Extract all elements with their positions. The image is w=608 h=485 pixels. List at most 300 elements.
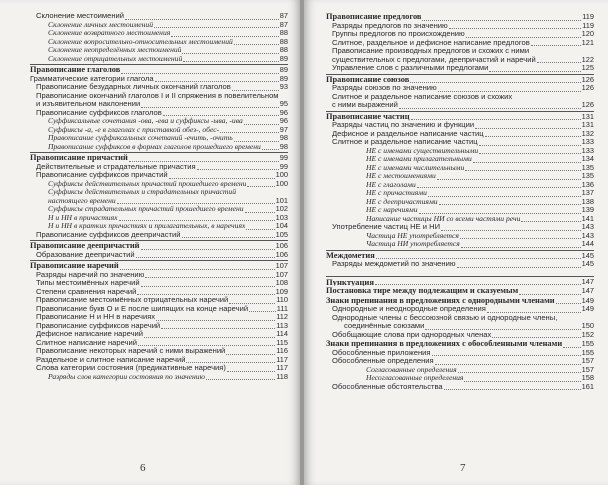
toc-page-number: 147	[581, 276, 594, 286]
toc-page-number: 133	[581, 145, 594, 155]
dot-leader	[155, 81, 279, 82]
toc-entry[interactable]	[30, 38, 288, 47]
toc-entry-title: Суффиксы страдательных причастий прошедшего времени	[48, 205, 244, 213]
toc-page-number: 150	[581, 321, 594, 330]
dot-leader	[465, 170, 580, 171]
dot-leader	[171, 36, 278, 37]
toc-entry[interactable]	[30, 83, 288, 92]
toc-entry-title: Суффиксы -а, -е в глаголах с приставкой обез-, обес-	[48, 125, 220, 134]
toc-page-number: 143	[581, 222, 594, 231]
toc-entry[interactable]	[30, 271, 288, 280]
toc-entry[interactable]	[326, 331, 594, 340]
toc-page-number: 136	[581, 179, 594, 189]
dot-leader	[247, 186, 274, 187]
toc-page-number: 157	[581, 356, 594, 365]
dot-leader	[487, 312, 581, 313]
toc-entry-title: Пунктуация	[326, 277, 375, 286]
toc-entry[interactable]	[30, 163, 288, 172]
toc-entry-title: Правописание союзов	[326, 75, 410, 84]
toc-entry-title: Правописание производных предлогов и схожих с ними	[332, 47, 530, 55]
toc-entry[interactable]	[30, 46, 288, 55]
toc-entry-title: Склонение неопределённых местоимений	[48, 46, 182, 54]
dot-leader	[479, 153, 580, 154]
toc-entry[interactable]	[326, 314, 594, 323]
toc-page-number: 131	[581, 111, 594, 121]
toc-page-number: 96	[279, 116, 288, 125]
toc-entry-title: Употребление частиц НЕ и НИ	[332, 223, 441, 231]
toc-entry-title: Знаки препинания в предложениях с обособленными членами	[326, 340, 563, 348]
toc-page-number: 134	[581, 154, 594, 163]
toc-entry[interactable]	[326, 56, 594, 65]
toc-entry-title: и изъявительном наклонении	[36, 100, 141, 108]
dot-leader	[226, 354, 275, 355]
toc-entry-title: Группы предлогов по происхождению	[332, 30, 465, 38]
toc-entry-title: Однородные и неоднородные определения	[332, 305, 486, 313]
toc-entry[interactable]	[30, 205, 288, 214]
section-rule	[326, 111, 594, 112]
toc-section-heading[interactable]	[30, 154, 288, 163]
toc-entry[interactable]	[30, 214, 288, 223]
toc-page-number: 126	[581, 83, 594, 92]
toc-entry-title: Склонение возвратного местоимения	[48, 29, 171, 37]
toc-page-number: 106	[275, 241, 288, 250]
left-toc	[30, 12, 288, 381]
dot-leader	[183, 61, 279, 62]
dot-leader	[437, 179, 581, 180]
toc-page-number: 110	[276, 295, 288, 304]
toc-entry[interactable]	[30, 364, 288, 373]
dot-leader	[220, 132, 279, 133]
toc-entry[interactable]	[326, 101, 594, 110]
toc-entry-title: Правописание суффиксальных сочетаний -ечить, -очить	[48, 134, 233, 142]
dot-leader	[145, 277, 274, 278]
toc-entry[interactable]	[326, 138, 594, 147]
toc-entry-title: Склонение вопросительно-относительных местоимений	[48, 37, 233, 46]
toc-entry[interactable]	[326, 172, 594, 181]
toc-entry-title: Обобщающие слова при однородных членах	[332, 330, 492, 339]
dot-leader	[154, 27, 279, 28]
toc-page-number: 107	[275, 261, 288, 270]
toc-entry-title: Обособленные определения	[332, 357, 434, 365]
dot-leader	[457, 267, 581, 268]
toc-page-number: 139	[581, 205, 594, 214]
toc-entry[interactable]	[30, 330, 288, 339]
left-page	[0, 0, 300, 485]
toc-page-number: 131	[581, 120, 594, 129]
toc-entry[interactable]	[326, 260, 594, 269]
toc-page-number: 149	[581, 295, 594, 305]
toc-page-number: 147	[581, 286, 594, 295]
toc-page-number: 107	[275, 269, 288, 279]
dot-leader	[197, 169, 279, 170]
toc-entry[interactable]	[30, 231, 288, 240]
toc-entry-title: Разряды союзов по значению	[332, 84, 437, 92]
toc-entry-title: Правописание местоимённых отрицательных наречий	[36, 296, 229, 304]
toc-entry-title: Слитное и раздельное написание союзов и схожих	[332, 92, 513, 101]
toc-page-number: 114	[276, 329, 288, 338]
toc-page-number: 101	[275, 195, 288, 205]
dot-leader	[438, 91, 581, 92]
toc-page-number: 152	[581, 329, 594, 339]
dot-leader	[458, 372, 581, 373]
toc-entry-title: Разряды предлогов по значению	[332, 21, 448, 30]
dot-leader	[441, 230, 581, 231]
toc-page-number: 103	[275, 212, 288, 222]
dot-leader	[120, 269, 275, 270]
toc-entry[interactable]	[326, 240, 594, 249]
toc-entry-title: Грамматические категории глагола	[30, 74, 154, 83]
toc-entry-title: Разряды частиц по значению и функции	[332, 121, 475, 129]
toc-entry[interactable]	[326, 84, 594, 93]
toc-entry[interactable]	[30, 313, 288, 322]
dot-leader	[156, 320, 275, 321]
toc-page-number: 135	[581, 162, 594, 172]
toc-entry[interactable]	[326, 147, 594, 156]
toc-page-number: 141	[581, 213, 594, 223]
dot-leader	[138, 345, 275, 346]
toc-entry-title: Правописание суффиксов наречий	[36, 321, 161, 330]
toc-entry[interactable]	[30, 188, 288, 197]
dot-leader	[262, 149, 279, 150]
right-toc	[326, 12, 594, 391]
toc-entry[interactable]	[30, 100, 288, 109]
toc-section-heading[interactable]	[326, 252, 594, 261]
toc-page-number: 87	[279, 11, 288, 20]
toc-entry-title: Суффиксы действительных причастий прошедшего времени	[48, 179, 247, 188]
dot-leader	[121, 73, 278, 74]
toc-entry-title: Раздельное и слитное написание наречий	[36, 355, 186, 364]
toc-entry-title: Правописание Н и НН в наречиях	[36, 313, 156, 321]
dot-leader	[531, 45, 581, 46]
toc-entry-title: Междометия	[326, 251, 375, 260]
toc-entry[interactable]	[30, 109, 288, 118]
toc-entry[interactable]	[326, 164, 594, 173]
toc-entry-title: Однородные члены с бессоюзной связью и однородные члены,	[332, 313, 558, 322]
dot-leader	[449, 28, 582, 29]
right-page-number: 7	[460, 462, 466, 474]
toc-entry[interactable]	[326, 22, 594, 31]
toc-entry-title: Написание частицы НИ со всеми частями речи	[366, 214, 521, 223]
toc-page-number: 89	[279, 53, 288, 63]
toc-page-number: 116	[276, 346, 288, 355]
toc-entry[interactable]	[326, 39, 594, 48]
dot-leader	[117, 203, 275, 204]
toc-entry-title: Правописание суффиксов причастий	[36, 171, 168, 179]
toc-entry[interactable]	[326, 93, 594, 102]
toc-section-heading[interactable]	[30, 242, 288, 251]
section-rule	[326, 74, 594, 75]
toc-entry-title: с ними выражений	[332, 101, 398, 109]
toc-page-number: 117	[276, 354, 288, 364]
dot-leader	[249, 311, 276, 312]
toc-entry[interactable]	[30, 55, 288, 64]
dot-leader	[417, 187, 581, 188]
toc-entry-title: Правописание окончаний глаголов I и II спряжения в повелительном	[36, 91, 279, 100]
toc-page-number: 149	[581, 304, 594, 313]
dot-leader	[234, 44, 279, 45]
toc-entry-title: Постановка тире между подлежащим и сказуемым	[326, 287, 519, 295]
toc-entry[interactable]	[326, 47, 594, 56]
toc-entry-title: Дефисное и раздельное написание частиц	[332, 129, 484, 138]
toc-page-number: 106	[275, 249, 288, 259]
toc-entry-title: Правописание предлогов	[326, 13, 422, 21]
section-rule	[30, 240, 288, 241]
toc-entry-title: НЕ с наречиями	[366, 206, 418, 214]
toc-page-number: 117	[276, 363, 288, 372]
toc-entry[interactable]	[326, 349, 594, 358]
toc-entry-title: существительных с предлогами, деепричастий и наречий	[332, 55, 536, 64]
toc-entry[interactable]	[326, 121, 594, 130]
toc-page-number: 155	[581, 339, 594, 348]
toc-entry[interactable]	[30, 339, 288, 348]
toc-entry[interactable]	[326, 155, 594, 164]
toc-entry[interactable]	[326, 206, 594, 215]
toc-entry-title: Знаки препинания в предложениях с однородными членами	[326, 296, 555, 305]
toc-entry[interactable]	[30, 305, 288, 314]
toc-entry-title: Правописание суффиксов деепричастий	[36, 230, 181, 239]
toc-entry[interactable]	[326, 189, 594, 198]
toc-entry-title: Обособленные обстоятельства	[332, 382, 443, 391]
toc-entry[interactable]	[30, 356, 288, 365]
toc-entry-title: Слитное и раздельное написание частиц	[332, 138, 478, 146]
toc-entry-title: Согласованные определения	[366, 365, 457, 374]
toc-entry[interactable]	[326, 322, 594, 331]
toc-page-number: 145	[581, 259, 594, 268]
toc-page-number: 113	[276, 320, 288, 330]
toc-entry[interactable]	[30, 322, 288, 331]
dot-leader	[473, 162, 581, 163]
toc-entry-title: Частица НИ употребляется	[366, 240, 460, 248]
toc-entry-title: Правописание букв О и Е после шипящих на конце наречий	[36, 304, 249, 313]
toc-entry-title: Слитное, раздельное и дефисное написание предлогов	[332, 38, 530, 47]
toc-entry[interactable]	[326, 374, 594, 383]
toc-entry[interactable]	[326, 198, 594, 207]
toc-section-heading[interactable]	[326, 297, 594, 306]
toc-section-heading[interactable]	[326, 113, 594, 122]
toc-entry-title: Правописание причастий	[30, 154, 128, 162]
toc-page-number: 145	[581, 250, 594, 260]
toc-entry[interactable]	[326, 366, 594, 375]
toc-page-number: 98	[279, 141, 288, 151]
toc-page-number: 100	[275, 178, 288, 188]
toc-section-heading[interactable]	[30, 66, 288, 75]
toc-page-number: 88	[279, 28, 288, 37]
toc-page-number: 99	[279, 153, 288, 162]
toc-page-number: 126	[581, 74, 594, 84]
section-rule	[326, 276, 594, 277]
toc-entry[interactable]	[30, 92, 288, 101]
toc-entry[interactable]	[326, 215, 594, 224]
dot-leader	[141, 249, 275, 250]
toc-entry[interactable]	[30, 134, 288, 143]
toc-entry[interactable]	[30, 12, 288, 21]
dot-leader	[246, 229, 274, 230]
dot-leader	[232, 90, 279, 91]
toc-page-number: 89	[279, 65, 288, 74]
toc-entry[interactable]	[30, 347, 288, 356]
toc-entry[interactable]	[30, 75, 288, 84]
toc-entry-title: Частица НЕ употребляется	[366, 231, 459, 240]
dot-leader	[435, 364, 581, 365]
toc-entry[interactable]	[30, 29, 288, 38]
dot-leader	[141, 286, 275, 287]
dot-leader	[137, 294, 274, 295]
toc-section-heading[interactable]	[326, 76, 594, 85]
toc-section-heading[interactable]	[326, 13, 594, 22]
toc-entry[interactable]	[326, 357, 594, 366]
toc-page-number: 138	[581, 196, 594, 206]
toc-entry[interactable]	[30, 296, 288, 305]
toc-spacer	[326, 269, 594, 275]
toc-entry[interactable]	[326, 130, 594, 139]
dot-leader	[182, 53, 278, 54]
section-rule	[30, 64, 288, 65]
toc-entry-title: Степени сравнения наречий	[36, 287, 137, 296]
toc-entry-title: НЕ с местоимениями	[366, 172, 436, 180]
dot-leader	[444, 389, 581, 390]
dot-leader	[163, 115, 279, 116]
toc-entry[interactable]	[30, 143, 288, 152]
toc-page-number: 95	[279, 99, 288, 108]
toc-entry-title: Правописание глаголов	[30, 66, 121, 74]
toc-entry-title: Образование деепричастий	[36, 250, 135, 259]
toc-entry[interactable]	[326, 181, 594, 190]
toc-entry-title: Правописание безударных личных окончаний глаголов	[36, 83, 231, 91]
toc-entry-title: Несогласованные определения	[366, 374, 464, 382]
right-page	[304, 0, 608, 485]
toc-page-number: 158	[581, 373, 594, 382]
toc-entry[interactable]	[30, 279, 288, 288]
toc-entry-title: Разряды междометий по значению	[332, 260, 456, 268]
toc-entry[interactable]	[326, 30, 594, 39]
toc-entry-title: Правописание частиц	[326, 112, 410, 121]
toc-entry[interactable]	[326, 64, 594, 73]
toc-entry[interactable]	[30, 171, 288, 180]
toc-entry[interactable]	[30, 21, 288, 30]
toc-page-number: 112	[276, 312, 288, 321]
toc-entry-title: НЕ с глаголами	[366, 180, 416, 189]
toc-page-number: 104	[275, 221, 288, 230]
toc-entry-title: Склонение личных местоимений	[48, 20, 153, 29]
toc-entry[interactable]	[30, 222, 288, 231]
toc-entry[interactable]	[326, 383, 594, 392]
dot-leader	[206, 379, 275, 380]
toc-entry-title: Склонение отрицательных местоимений	[48, 54, 183, 63]
dot-leader	[136, 257, 275, 258]
dot-leader	[479, 145, 581, 146]
toc-section-heading[interactable]	[326, 287, 594, 296]
dot-leader	[144, 337, 275, 338]
dot-leader	[227, 371, 275, 372]
toc-entry-title: настоящего времени	[48, 196, 116, 205]
dot-leader	[439, 204, 581, 205]
toc-section-heading[interactable]	[326, 278, 594, 287]
toc-section-heading[interactable]	[30, 262, 288, 271]
toc-page-number: 115	[276, 337, 288, 347]
toc-entry-title: Слитное написание наречий	[36, 338, 137, 347]
toc-page-number: 119	[582, 20, 594, 30]
dot-leader	[119, 220, 275, 221]
toc-entry[interactable]	[30, 126, 288, 135]
dot-leader	[464, 381, 580, 382]
dot-leader	[419, 213, 581, 214]
toc-page-number: 161	[581, 381, 594, 391]
toc-entry-title: Н и НН в причастиях	[48, 213, 118, 222]
dot-leader	[410, 82, 580, 83]
toc-page-number: 105	[275, 229, 288, 239]
dot-leader	[428, 196, 581, 197]
toc-page-number: 96	[279, 107, 288, 117]
toc-entry-title: Правописание суффиксов глаголов	[36, 108, 162, 117]
toc-page-number: 109	[275, 286, 288, 296]
toc-entry-title: Управление слов с различными предлогами	[332, 64, 489, 72]
section-rule	[30, 260, 288, 261]
toc-page-number: 144	[581, 239, 594, 248]
toc-page-number: 100	[275, 170, 288, 179]
toc-entry-title: Разряды слов категории состояния по значению	[48, 372, 205, 381]
dot-leader	[245, 212, 275, 213]
toc-entry-title: Действительные и страдательные причастия	[36, 162, 196, 171]
dot-leader	[466, 37, 581, 38]
dot-leader	[229, 303, 275, 304]
toc-entry[interactable]	[326, 223, 594, 232]
toc-entry-title: Разряды наречий по значению	[36, 270, 145, 279]
toc-page-number: 87	[279, 19, 288, 29]
toc-page-number: 143	[581, 230, 594, 240]
toc-entry-title: НЕ с именами прилагательными	[366, 155, 472, 163]
toc-entry-title: НЕ с деепричастиями	[366, 197, 438, 206]
toc-page-number: 98	[279, 133, 288, 142]
toc-entry[interactable]	[30, 117, 288, 126]
toc-page-number: 93	[279, 82, 288, 91]
dot-leader	[461, 247, 581, 248]
toc-page-number: 102	[275, 204, 288, 213]
toc-page-number: 118	[276, 371, 288, 381]
toc-section-heading[interactable]	[326, 340, 594, 349]
dot-leader	[411, 119, 581, 120]
section-rule	[30, 152, 288, 153]
toc-page-number: 108	[275, 278, 288, 287]
dot-leader	[485, 136, 581, 137]
dot-leader	[244, 124, 279, 125]
toc-entry-title: Дефисное написание наречий	[36, 330, 144, 338]
toc-entry-title: НЕ с именами числительными	[366, 163, 465, 172]
toc-entry[interactable]	[30, 373, 288, 382]
toc-page-number: 88	[279, 36, 288, 46]
toc-entry-title: Склонение местоимений	[36, 12, 125, 20]
toc-page-number: 119	[582, 12, 594, 21]
toc-entry[interactable]	[30, 197, 288, 206]
toc-entry[interactable]	[326, 305, 594, 314]
toc-page-number: 120	[581, 29, 594, 38]
dot-leader	[521, 221, 580, 222]
toc-entry[interactable]	[326, 232, 594, 241]
dot-leader	[489, 71, 580, 72]
toc-entry[interactable]	[30, 180, 288, 189]
dot-leader	[492, 337, 580, 338]
toc-entry-title: Правописание некоторых наречий с ними выражений	[36, 347, 226, 355]
dot-leader	[141, 107, 279, 108]
dot-leader	[129, 161, 279, 162]
toc-entry[interactable]	[30, 251, 288, 260]
dot-leader	[556, 303, 581, 304]
toc-entry[interactable]	[30, 288, 288, 297]
toc-page-number: 157	[581, 364, 594, 374]
toc-page-number: 88	[279, 45, 288, 54]
toc-entry-title: соединённые союзами	[344, 322, 425, 330]
dot-leader	[161, 328, 275, 329]
toc-entry-title: Н и НН в кратких причастиях и прилагательных, в наречиях	[48, 222, 246, 230]
